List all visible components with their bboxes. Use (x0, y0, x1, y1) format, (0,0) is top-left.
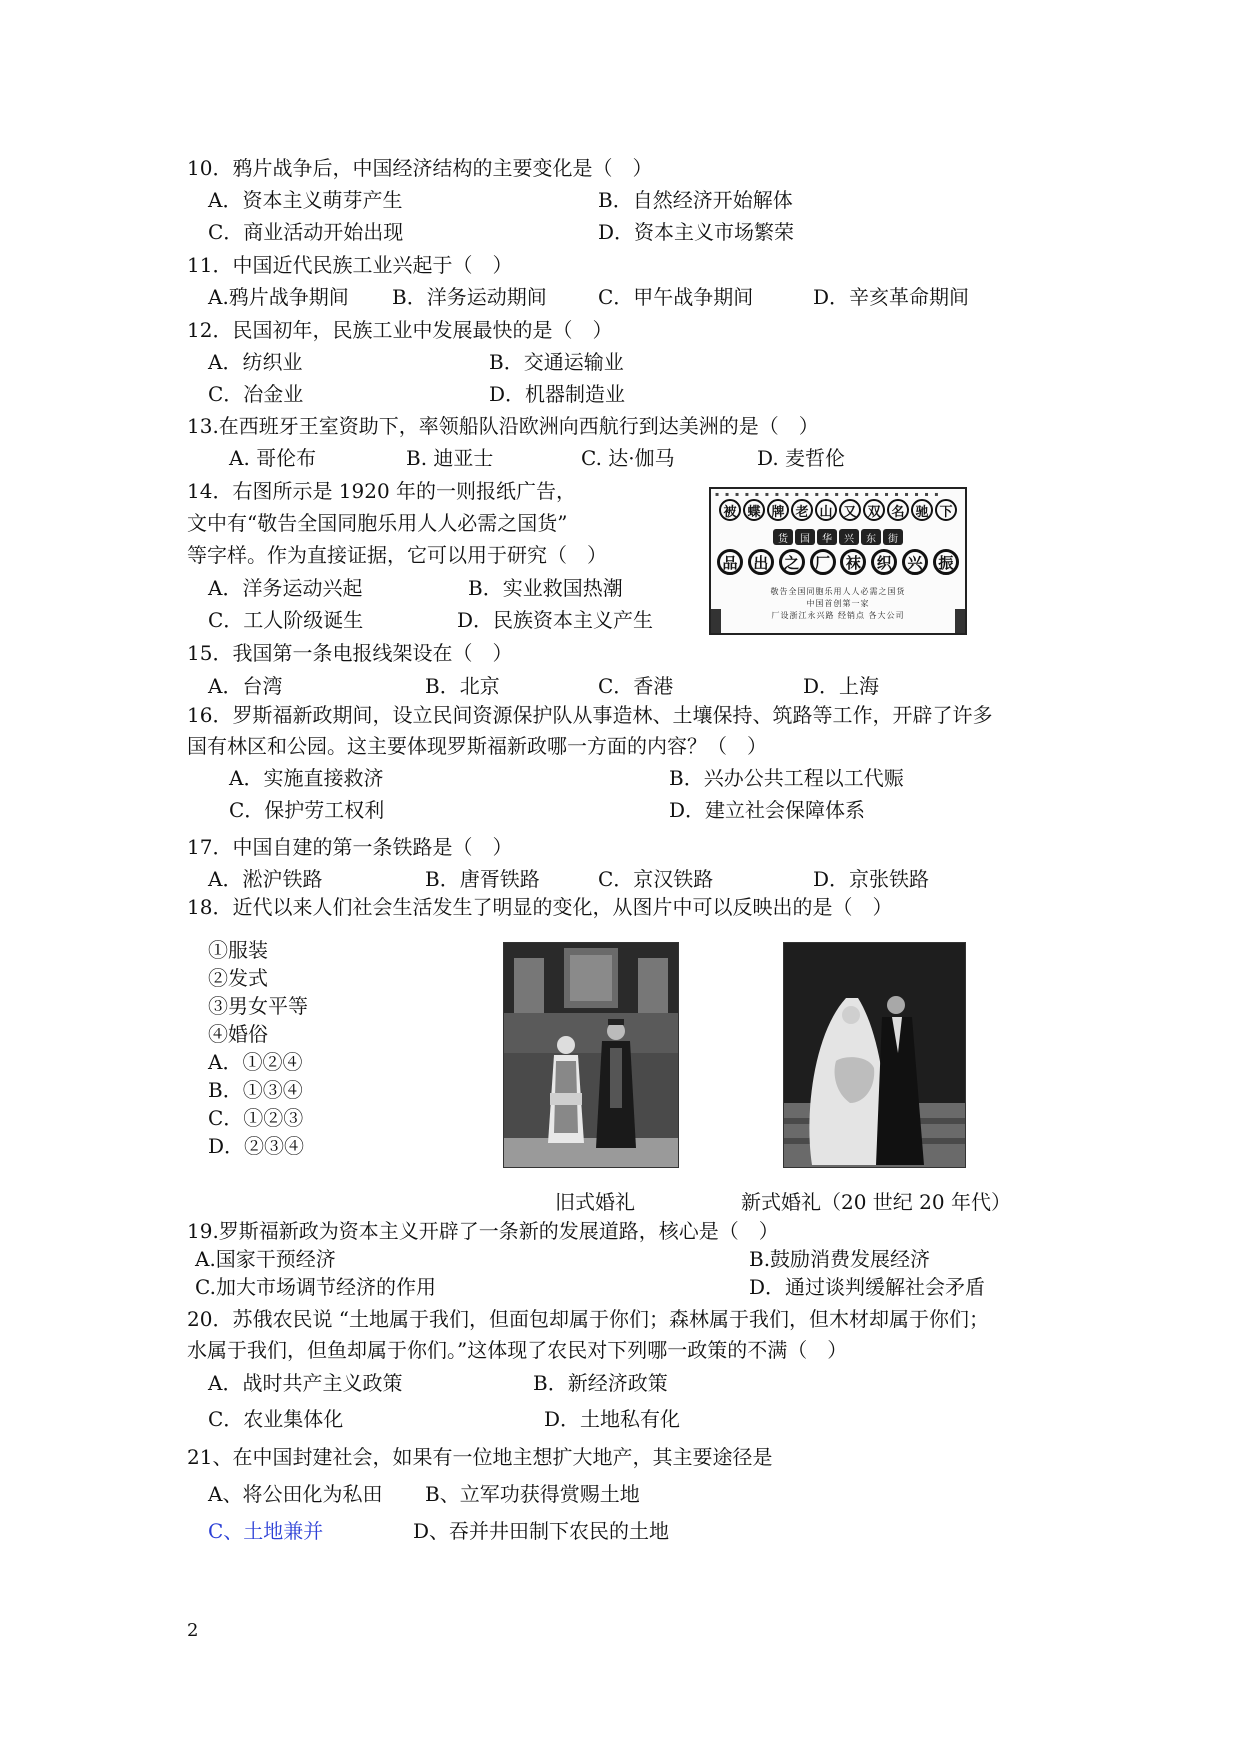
q12-option-b: B．交通运输业 (489, 350, 624, 374)
page-number: 2 (187, 1620, 199, 1641)
q18-item-3: ③男女平等 (208, 994, 308, 1018)
advert-headline-row: 被 蝶 牌 老 山 又 双 名 驰 下 (719, 499, 957, 525)
q13-option-b: B. 迪亚士 (406, 446, 494, 470)
q15-stem: 15．我国第一条电报线架设在（ ） (187, 641, 513, 665)
q12-option-a: A．纺织业 (208, 350, 303, 374)
q19-option-b: B.鼓励消费发展经济 (749, 1247, 931, 1271)
q15-option-c: C．香港 (598, 674, 674, 698)
q16-option-d: D．建立社会保障体系 (669, 798, 866, 822)
q11-option-b: B．洋务运动期间 (392, 285, 547, 309)
q14-stem-line1: 14．右图所示是 1920 年的一则报纸广告， (187, 479, 577, 503)
q21-option-b: B、立军功获得赏赐土地 (425, 1482, 640, 1506)
q18-item-1: ①服装 (208, 938, 268, 962)
q18-item-2: ②发式 (208, 966, 268, 990)
q16-stem-line2: 国有林区和公园。这主要体现罗斯福新政哪一方面的内容？（ ） (187, 734, 767, 758)
q14-option-c: C．工人阶级诞生 (208, 608, 364, 632)
q14-stem-line2: 文中有“敬告全国同胞乐用人人必需之国货” (187, 511, 568, 535)
q19-option-d: D．通过谈判缓解社会矛盾 (749, 1275, 986, 1299)
old-style-wedding-photo (503, 942, 679, 1168)
q11-option-a: A.鸦片战争期间 (208, 285, 349, 309)
q18-item-4: ④婚俗 (208, 1022, 268, 1046)
advert-corner-mark (955, 609, 965, 633)
q12-option-d: D．机器制造业 (489, 382, 626, 406)
q21-option-c-highlighted: C、土地兼并 (208, 1519, 324, 1543)
q10-option-c: C．商业活动开始出现 (208, 220, 404, 244)
q12-stem: 12．民国初年，民族工业中发展最快的是（ ） (187, 318, 613, 342)
advert-corner-mark (711, 609, 721, 633)
q20-option-d: D．土地私有化 (544, 1407, 681, 1431)
q17-option-d: D．京张铁路 (813, 867, 930, 891)
q18-option-c: C．①②③ (208, 1106, 304, 1130)
q16-stem-line1: 16．罗斯福新政期间，设立民间资源保护队从事造林、土壤保持、筑路等工作，开辟了许多 (187, 703, 993, 727)
q18-option-a: A．①②④ (208, 1050, 303, 1074)
q20-option-b: B．新经济政策 (533, 1371, 668, 1395)
q15-option-a: A．台湾 (208, 674, 283, 698)
advert-factory-name-row: 品 出 之 厂 袜 织 兴 振 (717, 549, 959, 583)
q16-option-c: C．保护劳工权利 (229, 798, 385, 822)
q20-stem-line2: 水属于我们，但鱼却属于你们。”这体现了农民对下列哪一政策的不满（ ） (187, 1338, 848, 1362)
q10-stem: 10．鸦片战争后，中国经济结构的主要变化是（ ） (187, 156, 653, 180)
new-style-wedding-photo (783, 942, 966, 1168)
q17-stem: 17．中国自建的第一条铁路是（ ） (187, 835, 513, 859)
q15-option-b: B．北京 (425, 674, 500, 698)
q21-option-d: D、吞并井田制下农民的土地 (413, 1519, 670, 1543)
q20-stem-line1: 20．苏俄农民说 “土地属于我们，但面包却属于你们；森林属于我们，但木材却属于你们； (187, 1307, 990, 1331)
new-wedding-photo-drawing (784, 943, 965, 1167)
q13-option-a: A. 哥伦布 (229, 446, 317, 470)
q14-option-b: B．实业救国热潮 (468, 576, 623, 600)
q21-stem: 21、在中国封建社会，如果有一位地主想扩大地产，其主要途径是 (187, 1445, 773, 1469)
q20-option-c: C．农业集体化 (208, 1407, 344, 1431)
q13-option-c: C. 达·伽马 (581, 446, 675, 470)
q14-option-a: A．洋务运动兴起 (208, 576, 363, 600)
q15-option-d: D．上海 (803, 674, 880, 698)
advert-subtitle-row: 货 国 华 兴 东 街 (773, 529, 903, 547)
q20-option-a: A．战时共产主义政策 (208, 1371, 403, 1395)
q16-option-b: B．兴办公共工程以工代赈 (669, 766, 904, 790)
old-wedding-photo-drawing (504, 943, 678, 1167)
q18-stem: 18．近代以来人们社会生活发生了明显的变化，从图片中可以反映出的是（ ） (187, 895, 893, 919)
q10-option-d: D．资本主义市场繁荣 (598, 220, 795, 244)
q19-option-c: C.加大市场调节经济的作用 (195, 1275, 436, 1299)
q17-option-c: C．京汉铁路 (598, 867, 714, 891)
advert-header-strip: ▪ ▪ ▪ ▪ ▪ ▪ ▪ ▪ ▪ ▪ ▪ ▪ ▪ ▪ ▪ ▪ ▪ ▪ ▪ ▪ ▪ ▪ ▪ (715, 491, 941, 497)
q19-stem: 19.罗斯福新政为资本主义开辟了一条新的发展道路，核心是（ ） (187, 1219, 779, 1243)
q11-stem: 11．中国近代民族工业兴起于（ ） (187, 253, 513, 277)
advert-slogan: 敬告全国同胞乐用人人必需之国货 (770, 587, 906, 596)
advert-address: 厂设浙江永兴路 经销点 各大公司 (771, 611, 905, 620)
q13-option-d: D. 麦哲伦 (757, 446, 846, 470)
q11-option-d: D．辛亥革命期间 (813, 285, 970, 309)
q14-stem-line3: 等字样。作为直接证据，它可以用于研究（ ） (187, 543, 607, 567)
q17-option-a: A．淞沪铁路 (208, 867, 323, 891)
q18-option-b: B．①③④ (208, 1078, 303, 1102)
q18-option-d: D．②③④ (208, 1134, 305, 1158)
q17-option-b: B．唐胥铁路 (425, 867, 540, 891)
q10-option-b: B．自然经济开始解体 (598, 188, 793, 212)
q19-option-a: A.国家干预经济 (195, 1247, 336, 1271)
q13-stem: 13.在西班牙王室资助下，率领船队沿欧洲向西航行到达美洲的是（ ） (187, 414, 819, 438)
new-wedding-caption: 新式婚礼（20 世纪 20 年代） (741, 1190, 1011, 1214)
q10-option-a: A．资本主义萌芽产生 (208, 188, 403, 212)
old-wedding-caption: 旧式婚礼 (555, 1190, 635, 1214)
q16-option-a: A．实施直接救济 (229, 766, 384, 790)
q12-option-c: C．冶金业 (208, 382, 304, 406)
newspaper-advert-image (709, 487, 967, 635)
advert-claim: 中国首创第一家 (806, 599, 870, 608)
q21-option-a: A、将公田化为私田 (208, 1482, 383, 1506)
q14-option-d: D．民族资本主义产生 (457, 608, 654, 632)
q11-option-c: C．甲午战争期间 (598, 285, 754, 309)
